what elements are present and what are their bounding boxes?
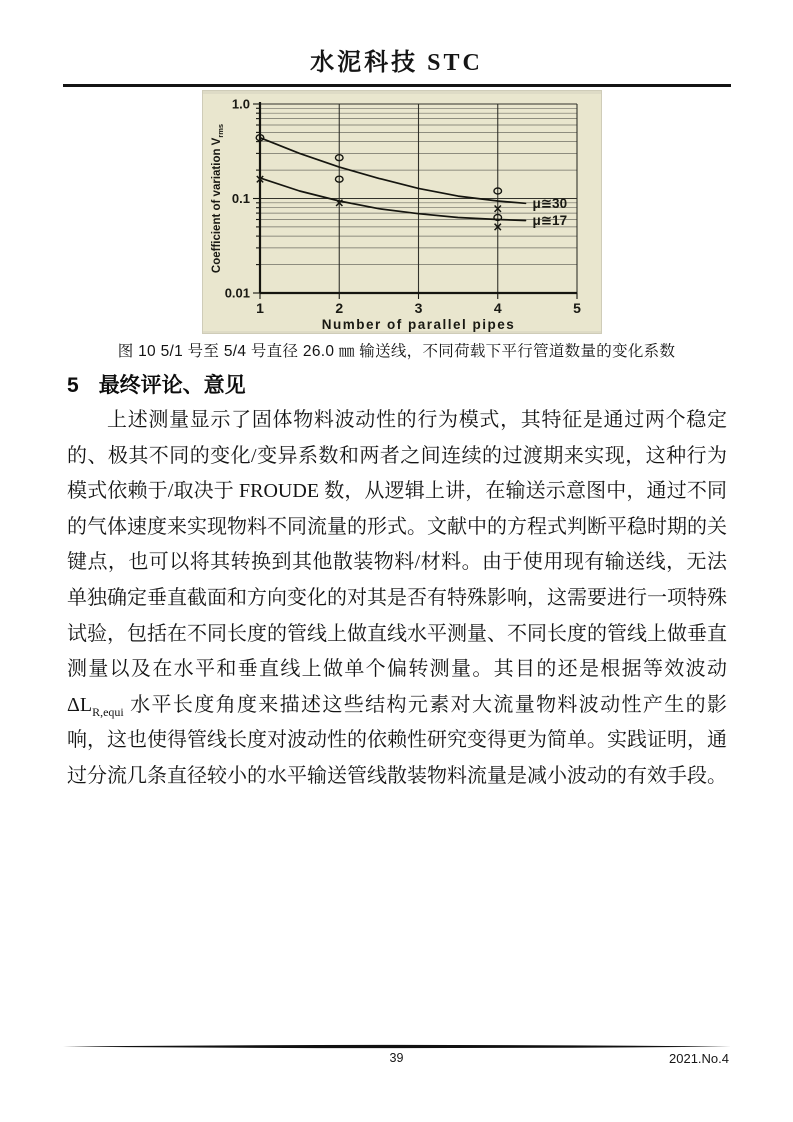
x-tick-label: 1 [256,300,264,316]
body-paragraph [67,403,727,795]
x-tick-label: 5 [573,300,581,316]
journal-header-title: 水泥科技 STC [310,50,483,76]
footer-page-number: 39 [389,1051,404,1065]
figure-caption: 图 10 5/1 号至 5/4 号直径 26.0 ㎜ 输送线，不同荷载下平行管道数量的变化系数 [117,343,676,360]
footer-rule [63,1044,731,1050]
paragraph-text-after-subscript: 水平长度角度来描述这些结构元素对大流量物料波动性产生的影响，这也使得管线长度对波动性的依赖性研究变得更为简单。实践证明，通过分流几条直径较小的水平输送管线散装物料流量是减小波动的有效手段。 [67,693,727,787]
x-tick-label: 3 [414,300,423,316]
series-label: μ≅17 [532,213,568,228]
x-tick-label: 4 [493,300,502,316]
header-rule [63,84,731,87]
x-axis-title: Number of parallel pipes [321,317,516,332]
y-tick-label: 0.1 [231,191,250,206]
footer-issue-label: 2021.No.4 [669,1051,729,1066]
series-curve [260,138,526,204]
delta-l-subscript: R,equi [92,704,124,719]
section-number: 5 [67,374,79,397]
y-tick-label: 1.0 [231,96,250,112]
figure-chart [202,90,602,334]
figure-chart-svg [203,91,601,333]
section-title: 最终评论、意见 [98,374,246,397]
paragraph-text-before-subscript: 上述测量显示了固体物料波动性的行为模式，其特征是通过两个稳定的、极其不同的变化/变异系数和两者之间连续的过渡期来实现，这种行为模式依赖于/取决于 FROUDE 数，从逻辑上讲，在输送示意图中，通过不同的气体速度来实现物料不同流量的形式。文献中的方程式判断平稳时期的关键点，也可以将其转换到其他散装物料/材料。由于使用现有输送线，无法单独确定垂直截面和方向变化的对其是否有特殊影响，这需要进行一项特殊试验，包括在不同长度的管线上做直线水平测量、不同长度的管线上做垂直测量以及在水平和垂直线上做单个偏转测量。其目的还是根据等效波动ΔL [67,409,727,716]
y-axis-title: Coefficient of variation $V_{rms}$ [211,123,225,274]
section-heading [67,369,727,399]
series-label: μ≅30 [532,195,568,211]
y-tick-label: 0.01 [224,285,250,301]
x-tick-label: 2 [335,300,344,316]
